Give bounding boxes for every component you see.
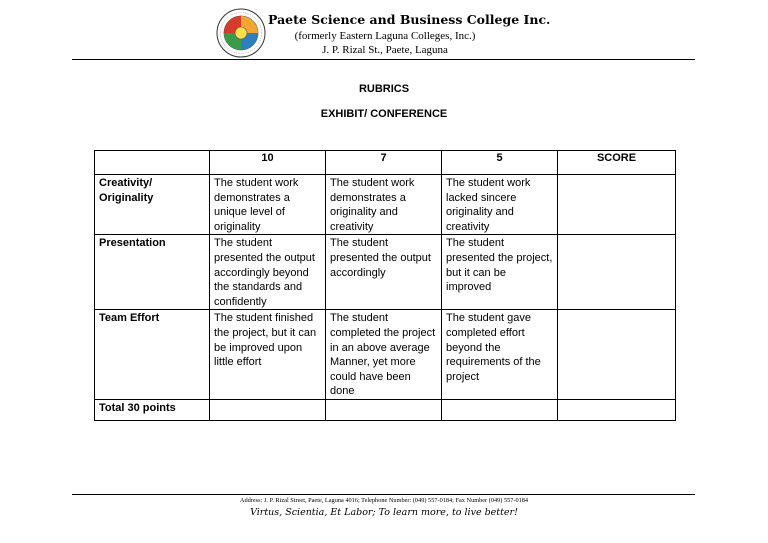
college-name: Paete Science and Business College Inc. — [268, 12, 551, 27]
rubric-cell: The student gave completed effort beyond the requirements of the project — [442, 310, 558, 400]
total-score-cell[interactable] — [558, 399, 676, 420]
header-cell-5: 5 — [442, 151, 558, 175]
header-cell-criteria — [95, 151, 210, 175]
criterion-cell: Presentation — [95, 235, 210, 310]
college-formerly: (formerly Eastern Laguna Colleges, Inc.) — [294, 30, 476, 42]
table-row — [95, 310, 676, 400]
document-subtitle: EXHIBIT/ CONFERENCE — [320, 108, 448, 120]
letterhead — [0, 0, 768, 60]
header-cell-7: 7 — [326, 151, 442, 175]
total-empty-cell — [210, 399, 326, 420]
rubric-cell: The student presented the output accordingly — [326, 235, 442, 310]
table-header-row — [95, 151, 676, 175]
footer-divider — [72, 494, 695, 495]
score-cell[interactable] — [558, 310, 676, 400]
table-row — [95, 235, 676, 310]
total-empty-cell — [326, 399, 442, 420]
rubric-cell: The student work demonstrates a originality and creativity — [326, 175, 442, 235]
header-cell-score: SCORE — [558, 151, 676, 175]
footer-address: Address: J. P. Rizal Street, Paete, Laguna 4016; Telephone Number: (049) 557-0184; Fax Number (049) 557-0184 — [239, 497, 529, 504]
college-seal-logo — [216, 8, 266, 58]
header-cell-10: 10 — [210, 151, 326, 175]
criterion-cell: Creativity/ Originality — [95, 175, 210, 235]
rubric-cell: The student completed the project in an above average Manner, yet more could have been done — [326, 310, 442, 400]
rubric-table — [94, 150, 676, 421]
score-cell[interactable] — [558, 175, 676, 235]
table-row — [95, 175, 676, 235]
criterion-cell: Team Effort — [95, 310, 210, 400]
rubric-cell: The student work demonstrates a unique level of originality — [210, 175, 326, 235]
document-title: RUBRICS — [358, 83, 410, 95]
footer-motto: Virtus, Scientia, Et Labor; To learn more, to live better! — [250, 507, 518, 518]
total-row — [95, 399, 676, 420]
total-label-cell: Total 30 points — [95, 399, 210, 420]
rubric-cell: The student finished the project, but it can be improved upon little effort — [210, 310, 326, 400]
rubric-cell: The student presented the project, but it can be improved — [442, 235, 558, 310]
college-address: J. P. Rizal St., Paete, Laguna — [322, 44, 448, 56]
score-cell[interactable] — [558, 235, 676, 310]
rubric-cell: The student presented the output accordingly beyond the standards and confidently — [210, 235, 326, 310]
total-empty-cell — [442, 399, 558, 420]
header-divider — [72, 59, 695, 60]
rubric-cell: The student work lacked sincere originality and creativity — [442, 175, 558, 235]
